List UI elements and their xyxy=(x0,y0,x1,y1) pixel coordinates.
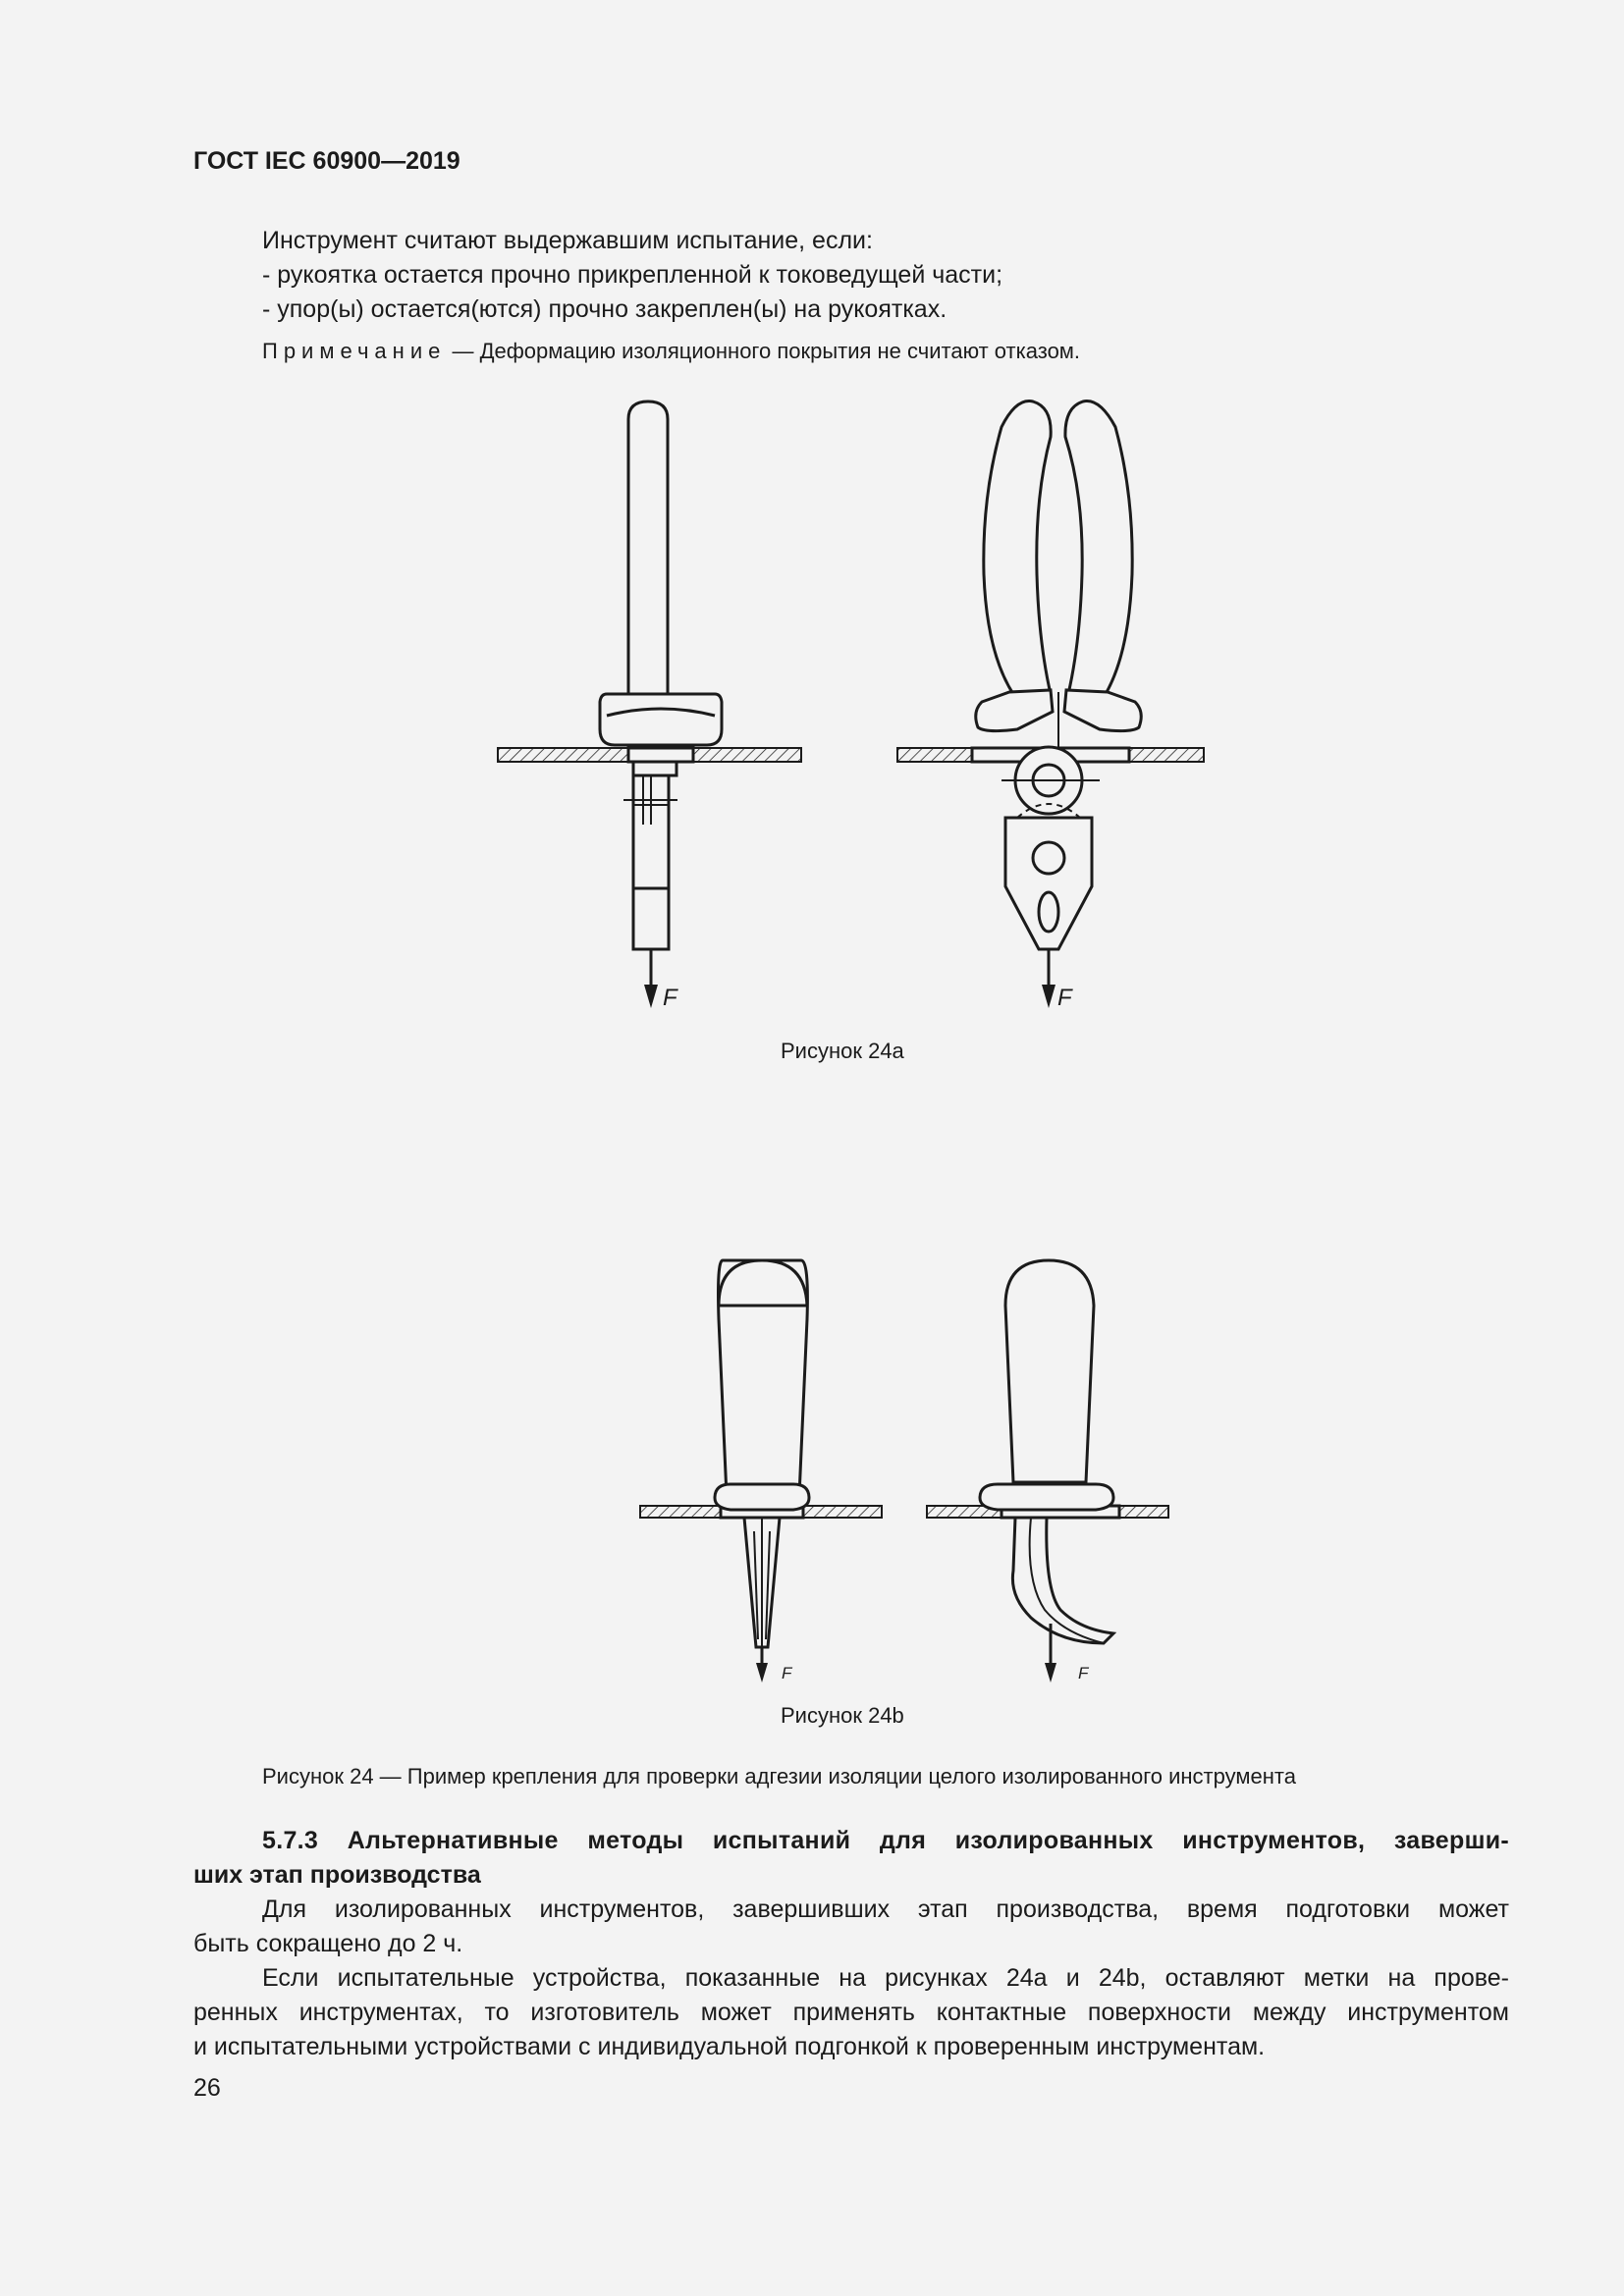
figure-24-caption: Рисунок 24 — Пример крепления для проверки адгезии изоляции целого изолированного инструмента xyxy=(262,1764,1296,1789)
figure-24b-force-label-right: F xyxy=(1078,1664,1089,1682)
figure-24a-force-label-left: F xyxy=(663,985,677,1011)
para1-line-1: Для изолированных инструментов, завершивших этап производства, время подготовки может xyxy=(262,1896,1509,1923)
section-heading-line-2: ших этап производства xyxy=(193,1861,481,1889)
note xyxy=(262,339,1080,364)
page-number: 26 xyxy=(193,2074,221,2102)
figure-24a-force-label-right: F xyxy=(1057,985,1072,1011)
section-heading-line-1: 5.7.3 Альтернативные методы испытаний для изолированных инструментов, заверши- xyxy=(262,1827,1509,1854)
document-header: ГОСТ IEC 60900—2019 xyxy=(193,147,460,175)
intro-line: Инструмент считают выдержавшим испытание, если: xyxy=(262,227,873,254)
note-label: Примечание xyxy=(262,339,447,363)
para2-line-2: ренных инструментах, то изготовитель может применять контактные поверхности между инструментом xyxy=(193,1999,1509,2026)
figure-24b-left-tool xyxy=(640,1260,882,1682)
figure-24b-right-tool xyxy=(927,1260,1168,1682)
figure-24a-caption: Рисунок 24а xyxy=(781,1039,904,1063)
intro-bullet-2: - упор(ы) остается(ются) прочно закреплен(ы) на рукоятках. xyxy=(262,295,947,323)
intro-bullet-1: - рукоятка остается прочно прикрепленной к токоведущей части; xyxy=(262,261,1003,289)
note-text: — Деформацию изоляционного покрытия не считают отказом. xyxy=(446,339,1081,363)
para2-line-3: и испытательными устройствами с индивидуальной подгонкой к проверенным инструментам. xyxy=(193,2033,1266,2060)
figure-24b-drawing xyxy=(628,1247,1178,1698)
figure-24a-left-tool xyxy=(498,401,801,1008)
figure-24a-right-tool xyxy=(897,401,1204,1008)
para1-line-2: быть сокращено до 2 ч. xyxy=(193,1930,463,1957)
figure-24b-force-label-left: F xyxy=(782,1664,792,1682)
figure-24b-caption: Рисунок 24b xyxy=(781,1703,904,1728)
figure-24a-drawing xyxy=(471,388,1237,1016)
para2-line-1: Если испытательные устройства, показанные на рисунках 24а и 24b, оставляют метки на прове- xyxy=(262,1964,1509,1992)
